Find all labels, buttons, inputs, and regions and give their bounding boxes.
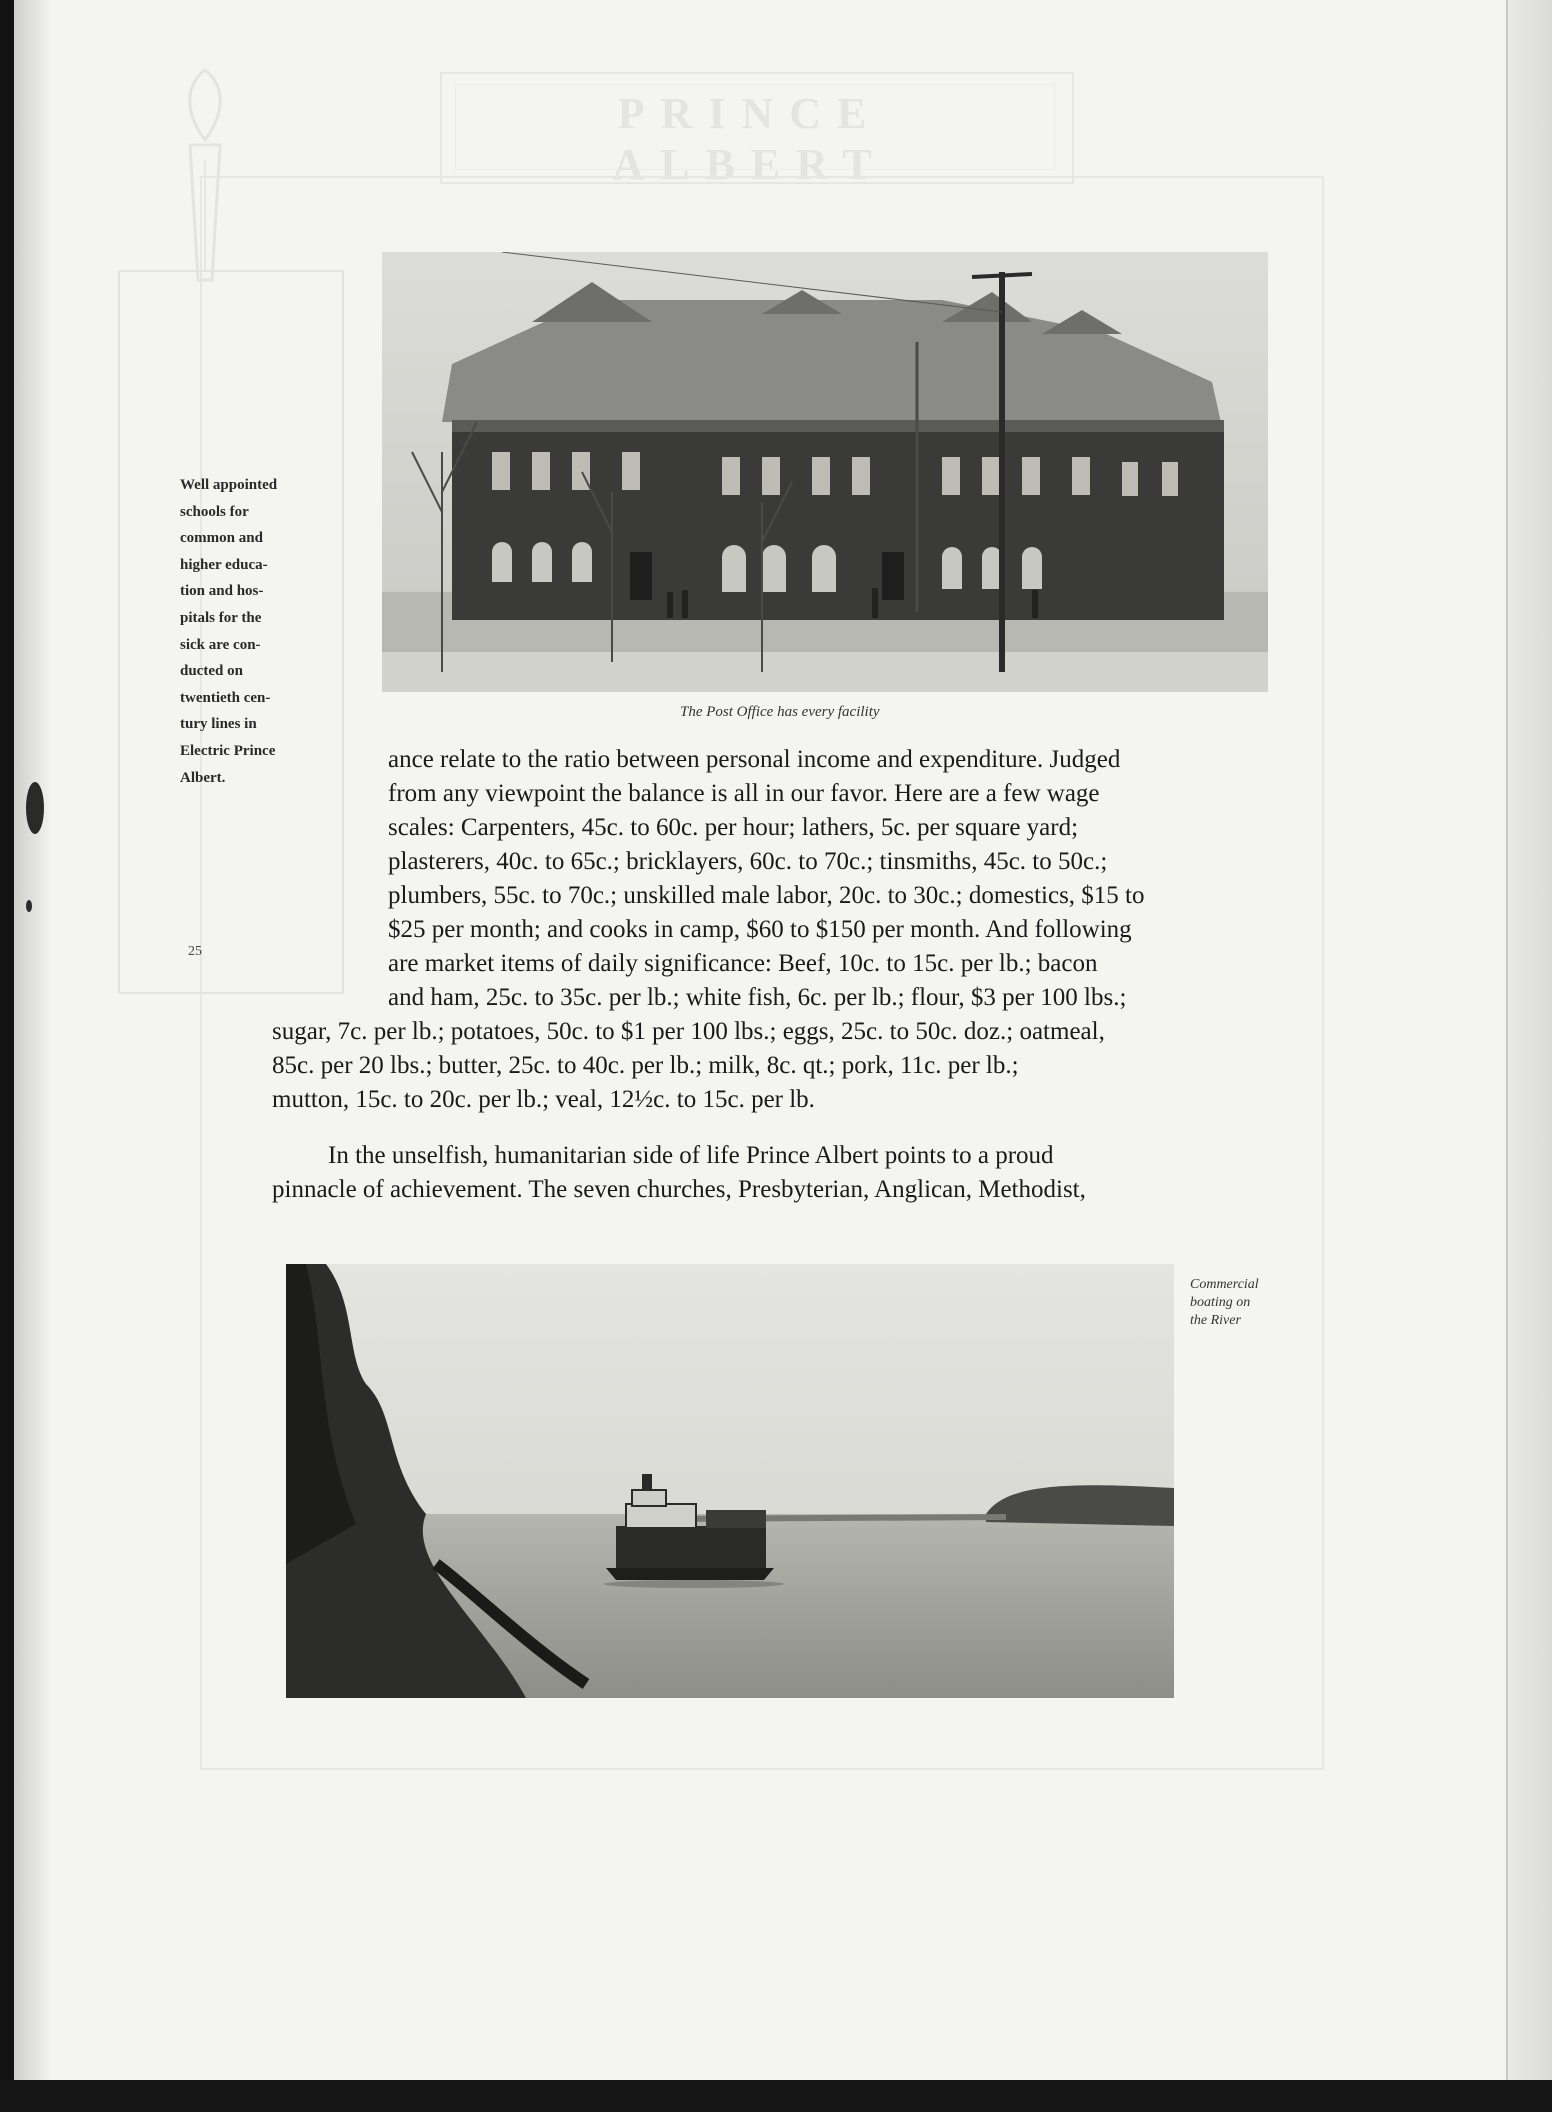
river-caption-line: Commercial [1190, 1277, 1259, 1292]
sidebar-note-line: Well appointed [180, 477, 278, 493]
sidebar-note-line: tury lines in [180, 716, 257, 733]
scan-bottom-border [0, 2080, 1552, 2112]
body-line: ance relate to the ratio between personal income and expenditure. Judged [388, 746, 1121, 773]
sidebar-note-line: higher educa- [180, 556, 268, 573]
body-line: sugar, 7c. per lb.; potatoes, 50c. to $1 per 100 lbs.; eggs, 25c. to 50c. doz.; oatmeal, [272, 1018, 1105, 1045]
river-caption-line: boating on [1190, 1295, 1251, 1310]
page-header-title: PRINCE ALBERT [612, 89, 888, 189]
ink-blot [26, 900, 32, 912]
body-line: are market items of daily significance: Beef, 10c. to 15c. per lb.; bacon [388, 950, 1098, 977]
sidebar-note [180, 472, 315, 791]
sidebar-note-line: ducted on [180, 663, 243, 680]
ink-blot [26, 782, 44, 834]
page-number: 25 [188, 944, 202, 959]
gutter-shadow [14, 0, 50, 2112]
body-line: and ham, 25c. to 35c. per lb.; white fish, 6c. per lb.; flour, $3 per 100 lbs.; [388, 984, 1127, 1011]
sidebar-note-line: schools for [180, 503, 249, 520]
body-line: $25 per month; and cooks in camp, $60 to $150 per month. And following [388, 916, 1132, 943]
river-caption-line: the River [1190, 1313, 1241, 1328]
body-line: 85c. per 20 lbs.; butter, 25c. to 40c. per lb.; milk, 8c. qt.; pork, 11c. per lb.; [272, 1052, 1019, 1079]
body-line: scales: Carpenters, 45c. to 60c. per hour; lathers, 5c. per square yard; [388, 814, 1079, 841]
sidebar-note-line: Albert. [180, 769, 226, 786]
body-line: plasterers, 40c. to 65c.; bricklayers, 60c. to 70c.; tinsmiths, 45c. to 50c.; [388, 848, 1108, 875]
sidebar-note-line: tion and hos- [180, 583, 264, 600]
sidebar-note-line: pitals for the [180, 609, 262, 626]
post-office-caption: The Post Office has every facility [680, 704, 880, 720]
torch-ornament-icon [150, 60, 260, 300]
body-line: mutton, 15c. to 20c. per lb.; veal, 12½c. to 15c. per lb. [272, 1086, 815, 1113]
book-binding [0, 0, 14, 2112]
page-edge [1506, 0, 1552, 2080]
post-office-photo [382, 252, 1268, 692]
sidebar-note-line: sick are con- [180, 636, 261, 653]
sidebar-note-line: Electric Prince [180, 742, 276, 759]
body-line: plumbers, 55c. to 70c.; unskilled male labor, 20c. to 30c.; domestics, $15 to [388, 882, 1145, 909]
body-line: from any viewpoint the balance is all in our favor. Here are a few wage [388, 780, 1100, 807]
river-photo-caption [1190, 1276, 1300, 1330]
river-boat-photo [286, 1264, 1174, 1698]
sidebar-note-line: twentieth cen- [180, 689, 271, 706]
body-line: In the unselfish, humanitarian side of life Prince Albert points to a proud [328, 1142, 1054, 1169]
body-line: pinnacle of achievement. The seven churches, Presbyterian, Anglican, Methodist, [272, 1176, 1086, 1203]
sidebar-note-line: common and [180, 530, 263, 547]
